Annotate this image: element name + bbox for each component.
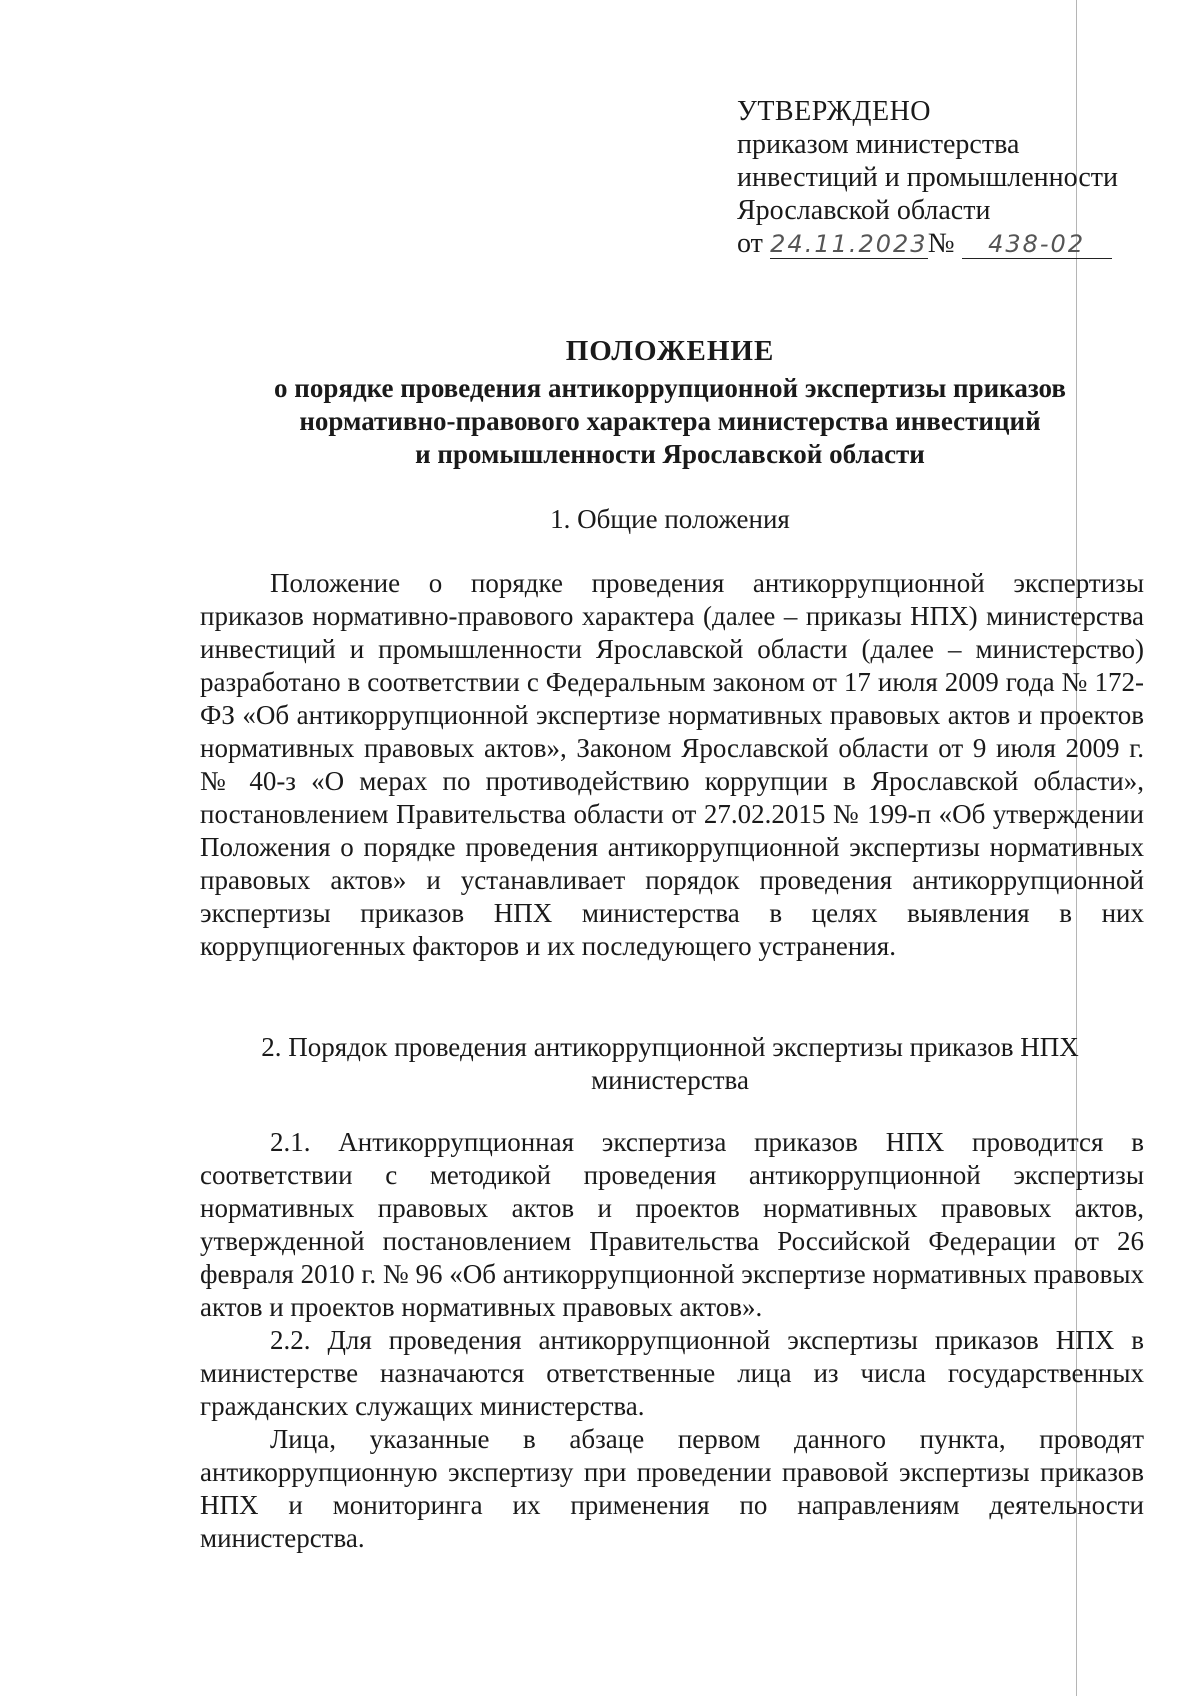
date-prefix: от (737, 228, 763, 259)
paragraph-2-1: 2.1. Антикоррупционная экспертиза приказов НПХ проводится в соответствии с методикой проведения антикоррупционной экспертизы нормативных правовых актов и проектов нормативных правовых актов, утвержденной постановлением Правительства Российской Федерации от 26 февраля 2010 г. № 96 «Об антикоррупционной экспертизе нормативных правовых актов и проектов нормативных правовых актов». (200, 1127, 1144, 1322)
section-2-heading-line-2: министерства (591, 1065, 749, 1095)
paragraph-2-2: 2.2. Для проведения антикоррупционной экспертизы приказов НПХ в министерстве назначаются ответственные лица из числа государственных гражданских служащих министерства. (200, 1325, 1144, 1421)
section-1-heading: 1. Общие положения (550, 504, 790, 534)
section-2-heading-line-1: 2. Порядок проведения антикоррупционной экспертизы приказов НПХ (261, 1032, 1079, 1062)
approval-heading: УТВЕРЖДЕНО (737, 96, 932, 127)
handwritten-number: 438-02 (988, 230, 1086, 258)
section-2-heading (210, 1031, 1130, 1097)
approval-line-2: инвестиций и промышленности (737, 162, 1118, 193)
number-prefix: № (927, 228, 955, 259)
approval-line-1: приказом министерства (737, 129, 1020, 160)
paragraph-2-2-abzac-2: Лица, указанные в абзаце первом данного пункта, проводят антикоррупционную экспертизу при проведении правовой экспертизы приказов НПХ и мониторинга их применения по направлениям деятельности министерства. (200, 1424, 1144, 1553)
document-title: ПОЛОЖЕНИЕ (565, 335, 775, 367)
handwritten-date: 24.11.2023 (770, 230, 928, 258)
approval-line-3: Ярославской области (737, 195, 991, 226)
subtitle-line-1: о порядке проведения антикоррупционной экспертизы приказов (274, 373, 1066, 403)
subtitle-line-3: и промышленности Ярославской области (415, 439, 925, 469)
section-2-body (200, 1126, 1144, 1555)
number-field (962, 230, 1112, 259)
section-1-paragraph: Положение о порядке проведения антикоррупционной экспертизы приказов нормативно-правового характера (далее – приказы НПХ) министерства инвестиций и промышленности Ярославской области (далее – министерство) разработано в соответствии с Федеральным законом от 17 июля 2009 года № 172-ФЗ «Об антикоррупционной экспертизе нормативных правовых актов и проектов нормативных правовых актов», Законом Ярославской области от 9 июля 2009 г. № 40-з «О мерах по противодействию коррупции в Ярославской области», постановлением Правительства области от 27.02.2015 № 199-п «Об утверждении Положения о порядке проведения антикоррупционной экспертизы нормативных правовых актов» и устанавливает порядок проведения антикоррупционной экспертизы приказов НПХ министерства в целях выявления в них коррупциогенных факторов и их последующего устранения. (200, 568, 1144, 961)
approval-date-number-row (737, 227, 1167, 260)
subtitle-line-2: нормативно-правового характера министерства инвестиций (299, 406, 1041, 436)
approval-stamp-block (737, 95, 1167, 260)
date-field (770, 230, 928, 259)
document-subtitle (200, 372, 1140, 471)
section-1-body (200, 567, 1144, 963)
